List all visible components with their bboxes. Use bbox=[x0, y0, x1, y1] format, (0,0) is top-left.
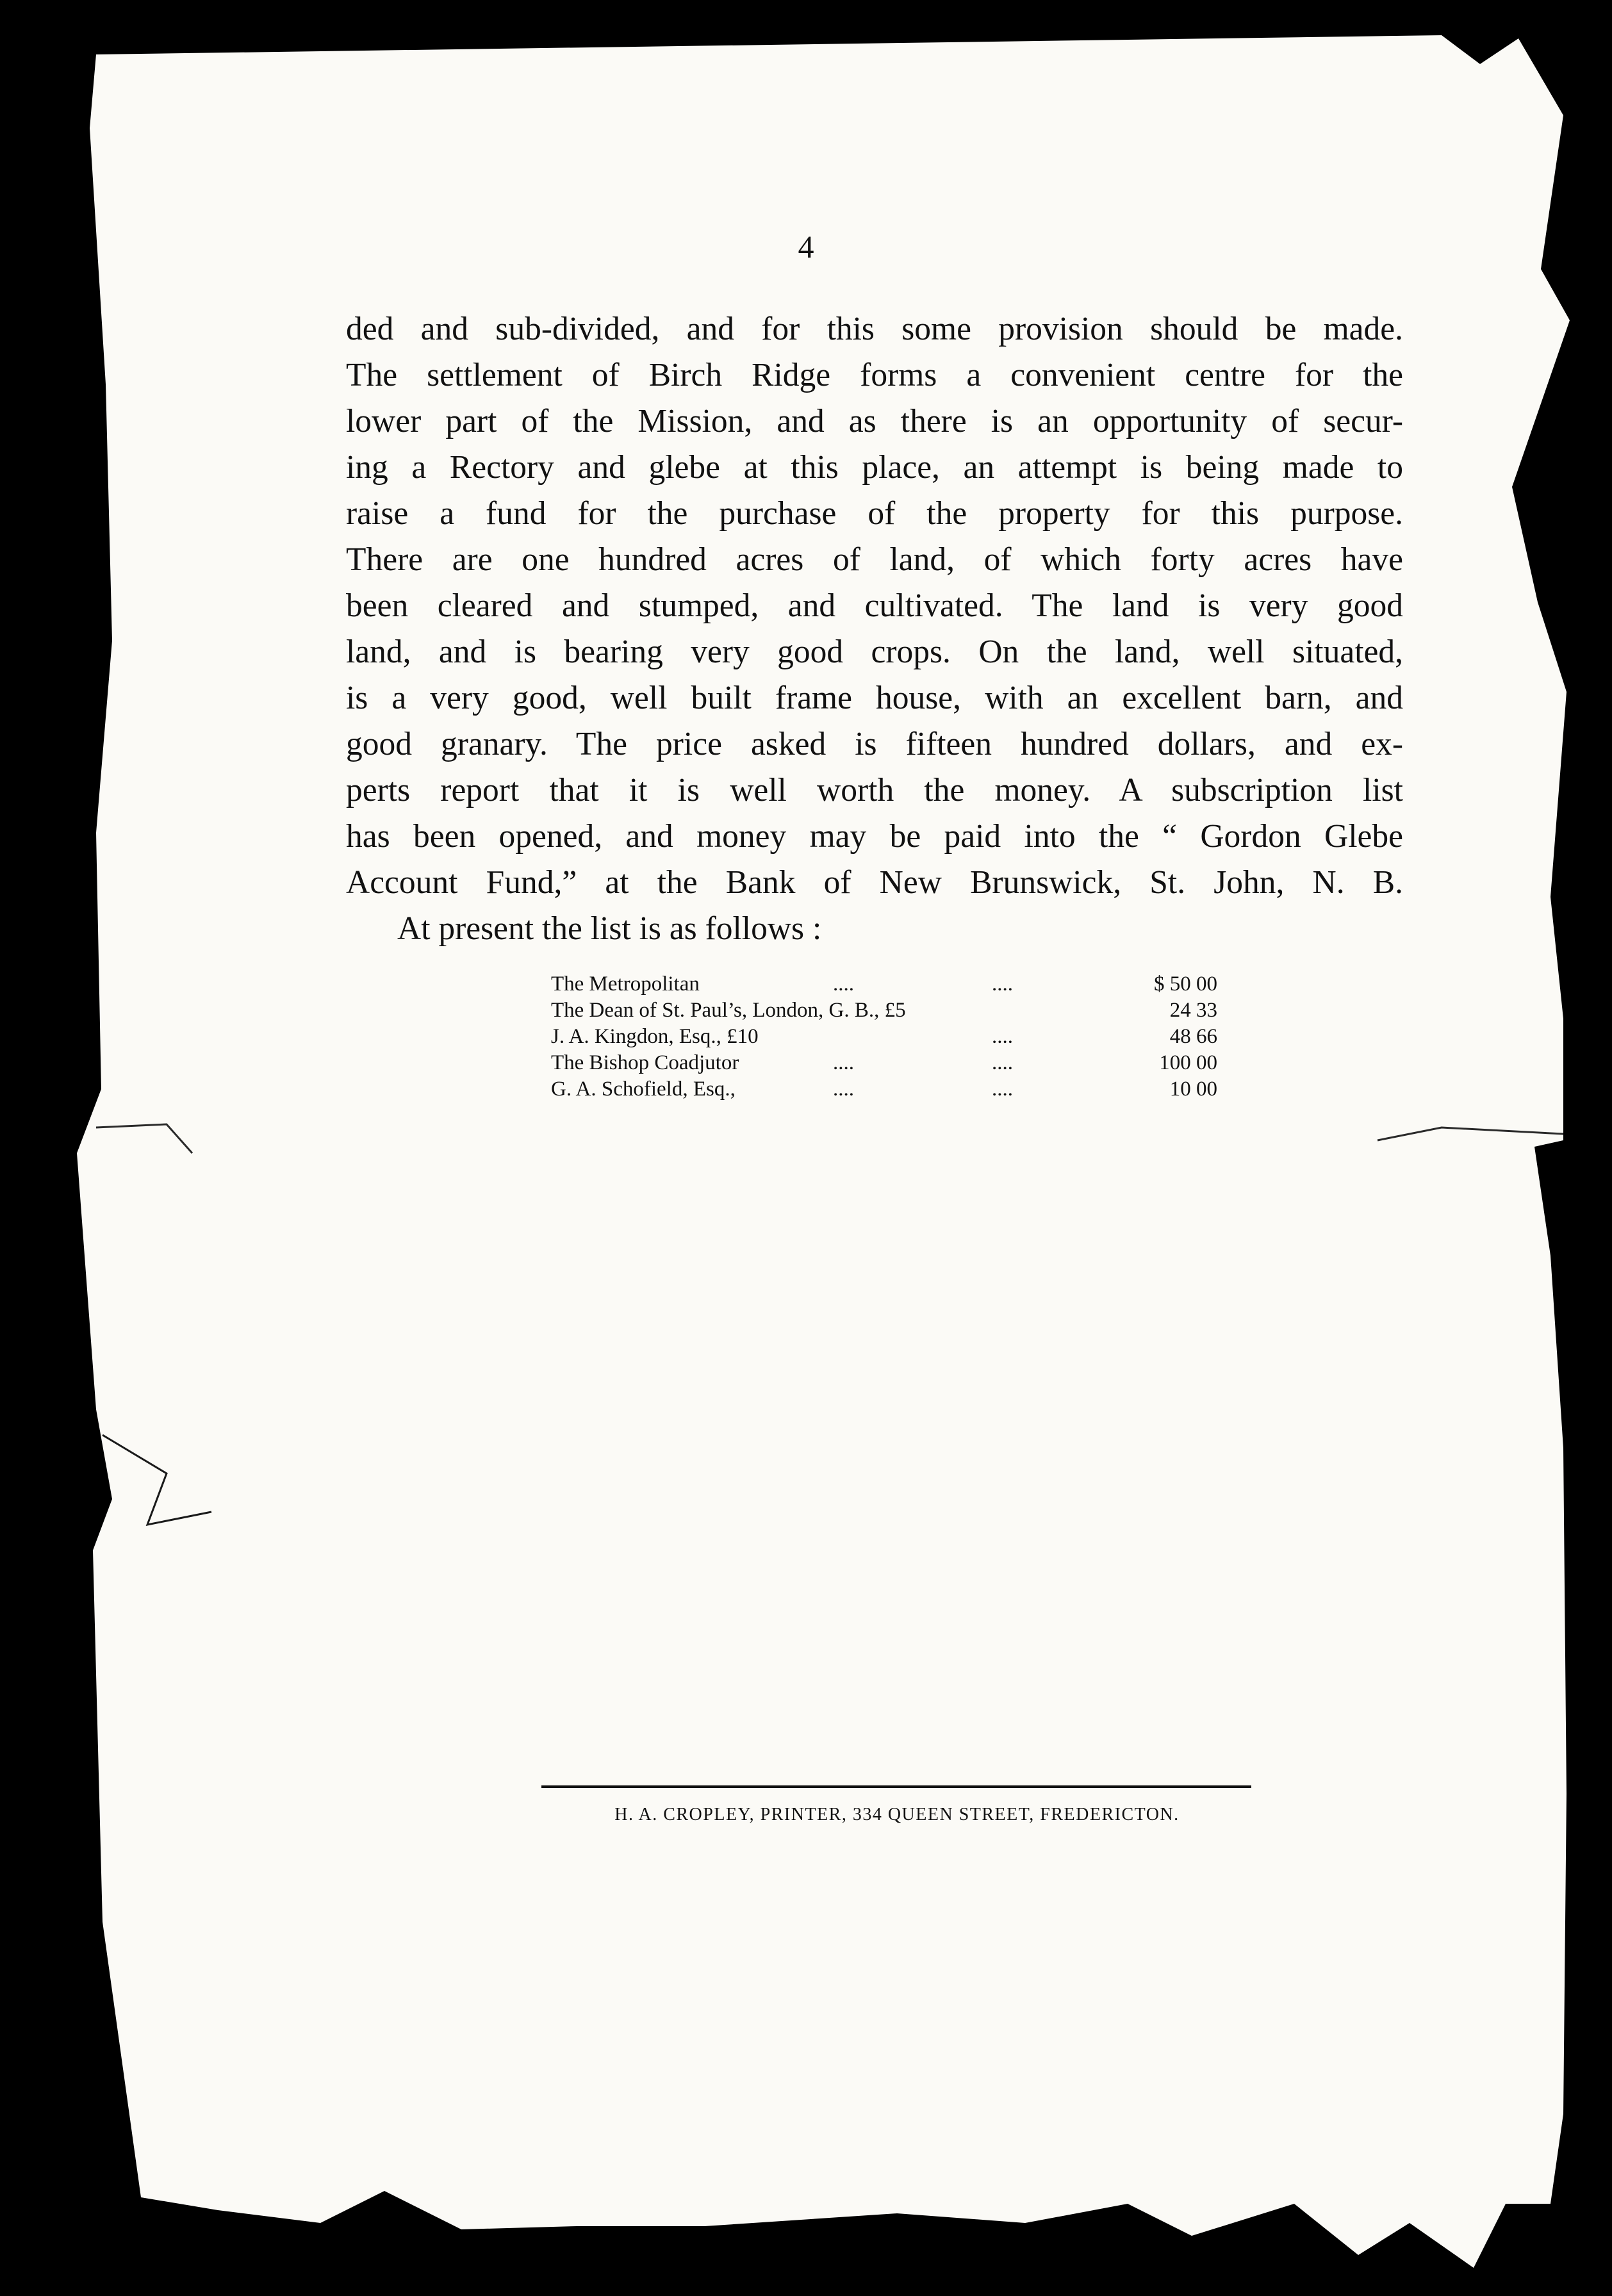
page-number: 4 bbox=[798, 229, 814, 265]
subscription-amount: 48 66 bbox=[1169, 1025, 1217, 1048]
text-line: good granary. The price asked is fifteen hundred dollars, and ex- bbox=[346, 726, 1403, 762]
text-line: ded and sub-divided, and for this some provision should be made. bbox=[346, 311, 1403, 347]
subscription-row bbox=[551, 1024, 1217, 1050]
text-line: lower part of the Mission, and as there is an opportunity of secur- bbox=[346, 403, 1403, 439]
subscription-amount: 10 00 bbox=[1169, 1078, 1217, 1101]
printer-imprint: H. A. CROPLEY, PRINTER, 334 QUEEN STREET, FREDERICTON. bbox=[614, 1805, 1180, 1824]
subscription-amount: 24 33 bbox=[1169, 999, 1217, 1022]
subscription-amount: 100 00 bbox=[1159, 1051, 1217, 1074]
leader-dots: .... bbox=[833, 972, 854, 996]
text-line: land, and is bearing very good crops. On the land, well situated, bbox=[346, 634, 1403, 670]
leader-dots: .... bbox=[833, 1051, 854, 1074]
subscriber-name: G. A. Schofield, Esq., bbox=[551, 1078, 736, 1101]
leader-dots: .... bbox=[992, 1051, 1013, 1074]
text-line: At present the list is as follows : bbox=[397, 910, 822, 947]
leader-dots: .... bbox=[833, 1078, 854, 1101]
subscription-row bbox=[551, 1050, 1217, 1076]
body-paragraph bbox=[346, 306, 1403, 952]
subscriber-name: The Bishop Coadjutor bbox=[551, 1051, 739, 1074]
text-line: has been opened, and money may be paid into the “ Gordon Glebe bbox=[346, 818, 1403, 855]
text-line: There are one hundred acres of land, of which forty acres have bbox=[346, 541, 1403, 578]
text-line: The settlement of Birch Ridge forms a convenient centre for the bbox=[346, 357, 1403, 393]
subscription-row bbox=[551, 971, 1217, 997]
text-line: ing a Rectory and glebe at this place, an attempt is being made to bbox=[346, 449, 1403, 486]
subscriber-name: The Dean of St. Paul’s, London, G. B., £5 bbox=[551, 999, 906, 1022]
subscription-row bbox=[551, 997, 1217, 1024]
footer-rule bbox=[541, 1785, 1251, 1788]
subscription-row bbox=[551, 1076, 1217, 1103]
text-line: Account Fund,” at the Bank of New Brunswick, St. John, N. B. bbox=[346, 864, 1403, 901]
text-line: raise a fund for the purchase of the property for this purpose. bbox=[346, 495, 1403, 532]
text-line: is a very good, well built frame house, with an excellent barn, and bbox=[346, 680, 1403, 716]
subscriber-name: J. A. Kingdon, Esq., £10 bbox=[551, 1025, 759, 1048]
text-line: perts report that it is well worth the money. A subscription list bbox=[346, 772, 1403, 808]
subscription-list bbox=[551, 971, 1217, 1103]
leader-dots: .... bbox=[992, 972, 1013, 996]
subscriber-name: The Metropolitan bbox=[551, 972, 700, 996]
text-line: been cleared and stumped, and cultivated. The land is very good bbox=[346, 587, 1403, 624]
subscription-amount: $ 50 00 bbox=[1154, 972, 1217, 996]
leader-dots: .... bbox=[992, 1078, 1013, 1101]
leader-dots: .... bbox=[992, 1025, 1013, 1048]
